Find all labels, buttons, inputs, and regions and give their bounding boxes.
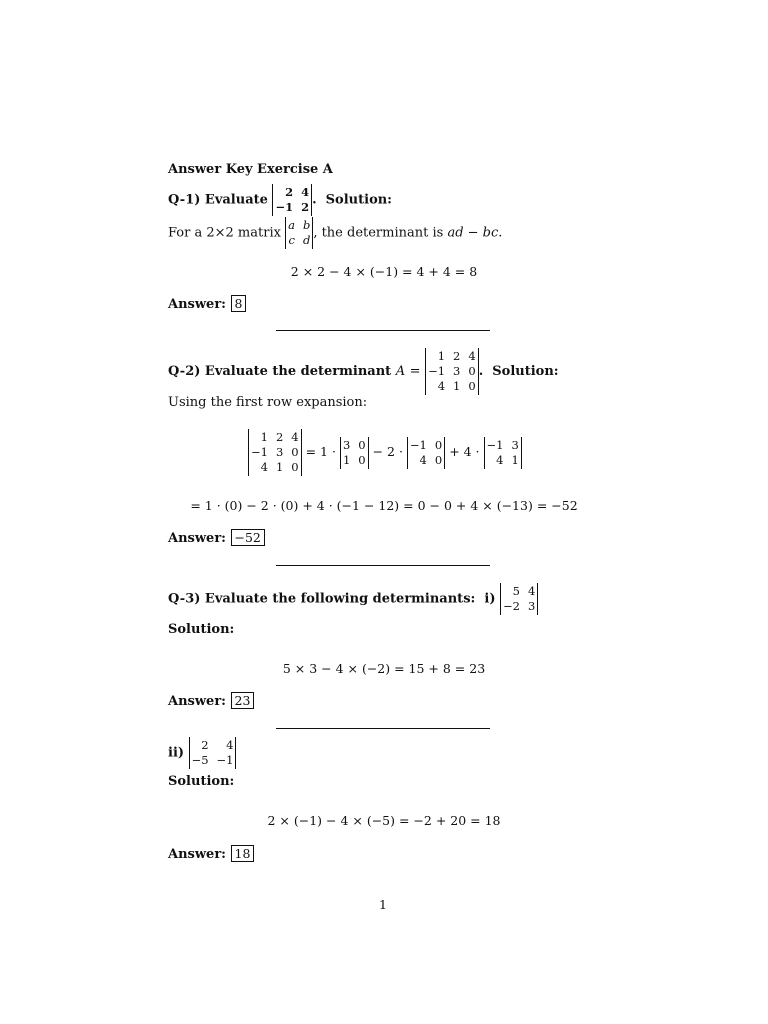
q2-m12: 0 bbox=[468, 364, 476, 378]
q2-minor-2-00: −1 bbox=[409, 437, 427, 452]
q2-m21: 1 bbox=[453, 379, 461, 393]
q1-m00: 2 bbox=[285, 185, 294, 199]
q3-ii-question bbox=[168, 737, 236, 769]
q2-minor-2-01: 0 bbox=[434, 437, 443, 452]
q2-e20: 4 bbox=[260, 460, 268, 474]
q2-e21: 1 bbox=[275, 460, 284, 474]
q2-calculation: = 1 · (0) − 2 · (0) + 4 · (−1 − 12) = 0 − 0 + 4 × (−13) = −52 bbox=[190, 498, 578, 513]
q1-g10: c bbox=[288, 233, 295, 247]
q2-minor-3-01: 3 bbox=[511, 437, 519, 452]
q2-minor-1-00: 3 bbox=[342, 437, 351, 452]
q3-ii-calculation: 2 × (−1) − 4 × (−5) = −2 + 20 = 18 bbox=[267, 813, 501, 828]
q1-generic-matrix bbox=[285, 217, 313, 249]
q2-m22: 0 bbox=[468, 379, 476, 393]
q2-minor-1-01: 0 bbox=[358, 437, 366, 452]
q3-part-i-label: i) bbox=[484, 591, 496, 607]
q2-var: A bbox=[395, 364, 406, 379]
q1-g00: a bbox=[288, 218, 295, 232]
q1-note-prefix: For a 2×2 matrix bbox=[168, 225, 281, 241]
q2-minor-1-11: 0 bbox=[358, 452, 366, 467]
q2-minor-2-10: 4 bbox=[419, 452, 427, 467]
q1-question: Q-1) Evaluate 2 4 −1 2 . Solution: bbox=[168, 185, 392, 214]
q2-e01: 2 bbox=[275, 430, 284, 444]
q1-label: Q-1) Evaluate bbox=[168, 192, 268, 208]
q1-note-formula: ad − bc bbox=[447, 225, 499, 241]
q2-minor-1 bbox=[340, 437, 369, 469]
separator-rule-1 bbox=[276, 330, 490, 331]
q3-i-solution-label: Solution: bbox=[168, 622, 235, 637]
q1-solution-label: Solution: bbox=[325, 192, 392, 208]
q2-e11: 3 bbox=[275, 445, 284, 459]
q3-i-matrix bbox=[500, 583, 538, 615]
q2-minor-2-coef: − 2 · bbox=[372, 444, 403, 459]
q1-note-suffix: , the determinant is bbox=[313, 225, 444, 241]
q1-answer-box: 8 bbox=[231, 295, 247, 312]
q2-m20: 4 bbox=[437, 379, 446, 393]
q3-part-ii-label: ii) bbox=[168, 745, 185, 761]
q1-g11: d bbox=[302, 233, 311, 247]
q3-ii-m00: 2 bbox=[201, 738, 209, 752]
q2-minor-3-11: 1 bbox=[511, 452, 519, 467]
q3-ii-matrix bbox=[189, 737, 237, 769]
q3-ii-answer-line bbox=[168, 846, 254, 862]
q2-question: Q-2) Evaluate the determinant A = 1 2 4 −1 3 0 4 1 0 . Solution: bbox=[168, 349, 559, 393]
q3-ii-m10: −5 bbox=[191, 753, 209, 767]
q1-answer-line bbox=[168, 296, 246, 312]
q2-m01: 2 bbox=[453, 349, 461, 363]
q2-label: Q-2) Evaluate the determinant bbox=[168, 364, 392, 379]
q2-m02: 4 bbox=[468, 349, 476, 363]
q2-e12: 0 bbox=[291, 445, 299, 459]
q1-m11: 2 bbox=[301, 200, 310, 214]
q3-ii-m11: −1 bbox=[216, 753, 234, 767]
q3-i-answer-line bbox=[168, 693, 254, 709]
q2-m11: 3 bbox=[453, 364, 461, 378]
q2-minor-2-11: 0 bbox=[434, 452, 443, 467]
q2-minor-3-10: 4 bbox=[496, 452, 504, 467]
q3-question bbox=[168, 583, 538, 615]
q3-label: Q-3) Evaluate the following determinants: bbox=[168, 591, 476, 607]
q3-i-answer-box: 23 bbox=[231, 692, 255, 709]
q2-minor-3-00: −1 bbox=[486, 437, 504, 452]
q3-ii-solution-label: Solution: bbox=[168, 774, 235, 789]
q3-i-answer-label: Answer: bbox=[168, 694, 226, 709]
q2-minor-3 bbox=[484, 437, 522, 469]
q2-minor-1-10: 1 bbox=[342, 452, 351, 467]
q1-m01: 4 bbox=[301, 185, 310, 199]
q2-method: Using the first row expansion: bbox=[168, 395, 368, 410]
q1-m10: −1 bbox=[275, 200, 294, 214]
q2-answer-box: −52 bbox=[231, 529, 265, 546]
q2-answer-label: Answer: bbox=[168, 531, 226, 546]
separator-rule-2 bbox=[276, 565, 490, 566]
q2-e00: 1 bbox=[260, 430, 268, 444]
q2-e22: 0 bbox=[291, 460, 299, 474]
q1-g01: b bbox=[302, 218, 311, 232]
q3-i-calculation: 5 × 3 − 4 × (−2) = 15 + 8 = 23 bbox=[282, 661, 486, 676]
q2-minor-3-coef: + 4 · bbox=[449, 444, 480, 459]
q3-i-m00: 5 bbox=[512, 584, 520, 598]
q2-answer-line bbox=[168, 530, 265, 546]
q3-i-m11: 3 bbox=[527, 599, 536, 613]
q1-calculation: 2 × 2 − 4 × (−1) = 4 + 4 = 8 bbox=[290, 264, 478, 279]
q3-ii-answer-box: 18 bbox=[231, 845, 255, 862]
q2-m10: −1 bbox=[428, 364, 446, 378]
q2-e02: 4 bbox=[291, 430, 299, 444]
q1-matrix bbox=[272, 184, 312, 216]
q2-solution-label: Solution: bbox=[492, 364, 559, 379]
page-number: 1 bbox=[379, 897, 387, 912]
q3-ii-m01: 4 bbox=[226, 738, 234, 752]
q2-expansion bbox=[248, 429, 522, 476]
q2-minor-2 bbox=[407, 437, 445, 469]
q2-m00: 1 bbox=[437, 349, 446, 363]
separator-rule-3 bbox=[276, 728, 490, 729]
q1-answer-label: Answer: bbox=[168, 297, 226, 312]
q1-note: For a 2×2 matrix a b c d , the determinant is ad − bc. bbox=[168, 218, 503, 247]
q3-i-m01: 4 bbox=[527, 584, 536, 598]
q3-ii-answer-label: Answer: bbox=[168, 847, 226, 862]
q2-expansion-matrix bbox=[248, 429, 302, 476]
q2-matrix bbox=[425, 348, 479, 395]
page-title: Answer Key Exercise A bbox=[168, 162, 333, 177]
q2-e10: −1 bbox=[251, 445, 268, 459]
q3-i-m10: −2 bbox=[503, 599, 520, 613]
q2-minor-1-coef: = 1 · bbox=[305, 444, 336, 459]
